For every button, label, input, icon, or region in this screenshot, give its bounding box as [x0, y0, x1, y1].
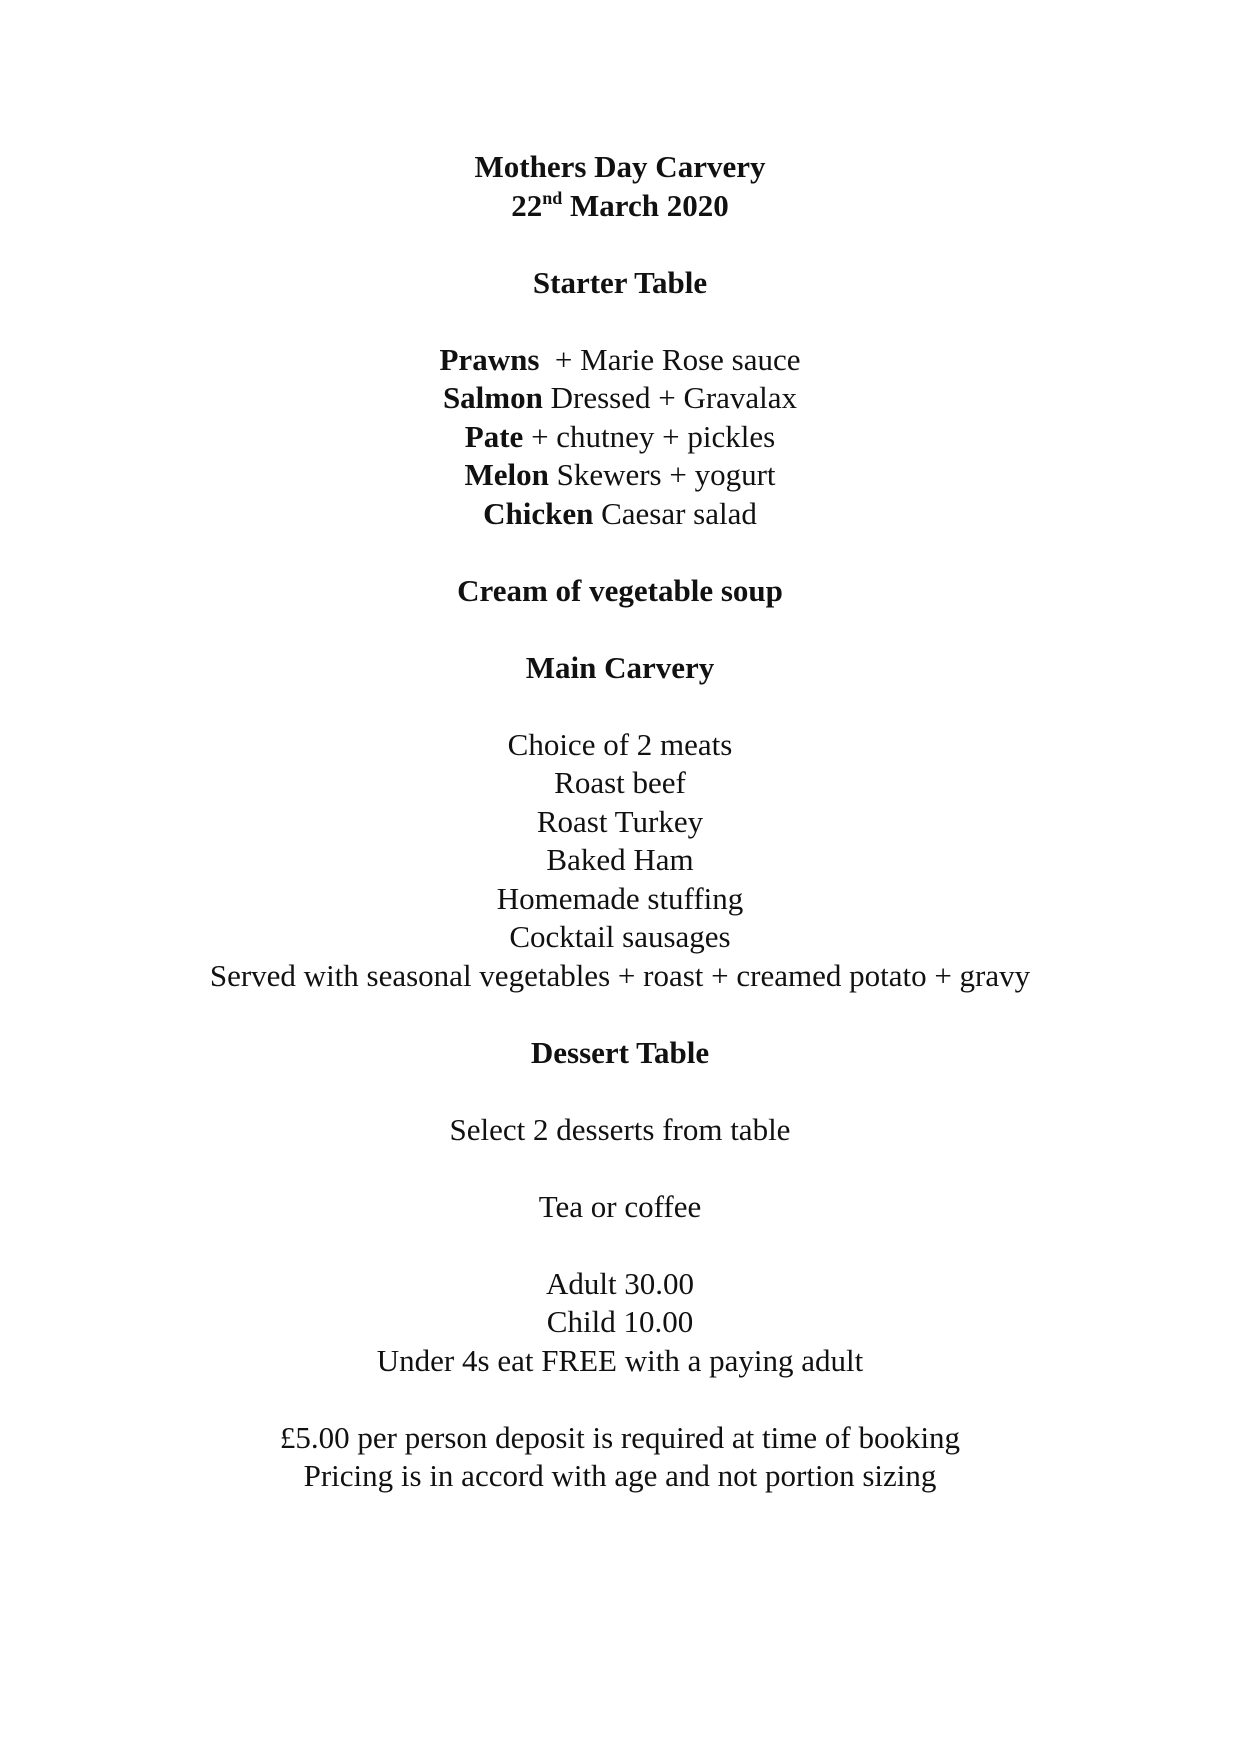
- menu-document: [0, 148, 1240, 1496]
- age-pricing-note: Pricing is in accord with age and not portion sizing: [303, 1458, 937, 1493]
- starter-item-melon: [0, 456, 1240, 495]
- starter-item-desc: Caesar salad: [593, 495, 757, 531]
- main-line: Roast beef: [554, 765, 686, 800]
- date-month-year: March 2020: [562, 187, 729, 223]
- starter-item-pate: [0, 418, 1240, 457]
- starter-item-chicken: [0, 495, 1240, 534]
- main-line: Baked Ham: [546, 842, 694, 877]
- menu-date: [0, 187, 1240, 226]
- starter-item-name: Salmon: [442, 380, 543, 415]
- starter-item-desc: + Marie Rose sauce: [539, 341, 801, 377]
- starter-item-name: Prawns: [439, 341, 540, 377]
- soup-heading: Cream of vegetable soup: [457, 572, 783, 608]
- price-child: Child 10.00: [546, 1304, 694, 1339]
- starter-item-prawns: [0, 341, 1240, 380]
- dessert-heading: Dessert Table: [530, 1034, 710, 1070]
- price-under4: Under 4s eat FREE with a paying adult: [376, 1342, 864, 1378]
- date-suffix: nd: [542, 187, 563, 208]
- main-line: Homemade stuffing: [496, 880, 744, 916]
- starter-heading: Starter Table: [532, 264, 708, 300]
- main-served-with: Served with seasonal vegetables + roast + creamed potato + gravy: [209, 957, 1031, 993]
- deposit-note: £5.00 per person deposit is required at time of booking: [279, 1419, 961, 1455]
- starter-item-desc: Skewers + yogurt: [548, 457, 776, 492]
- main-heading: Main Carvery: [525, 649, 715, 685]
- main-line: Choice of 2 meats: [507, 726, 733, 762]
- starter-item-name: Melon: [464, 457, 549, 492]
- starter-item-desc: Dressed + Gravalax: [542, 380, 798, 415]
- drinks-line: Tea or coffee: [538, 1188, 702, 1224]
- menu-title: Mothers Day Carvery: [474, 149, 766, 184]
- starter-item-name: Chicken: [483, 495, 594, 531]
- starter-item-name: Pate: [464, 418, 524, 454]
- starter-item-desc: + chutney + pickles: [523, 418, 776, 454]
- price-adult: Adult 30.00: [545, 1265, 695, 1301]
- starter-item-salmon: [0, 379, 1240, 418]
- dessert-select: Select 2 desserts from table: [449, 1111, 791, 1147]
- main-line: Cocktail sausages: [509, 919, 731, 954]
- main-line: Roast Turkey: [536, 803, 704, 839]
- date-day: 22: [511, 187, 543, 223]
